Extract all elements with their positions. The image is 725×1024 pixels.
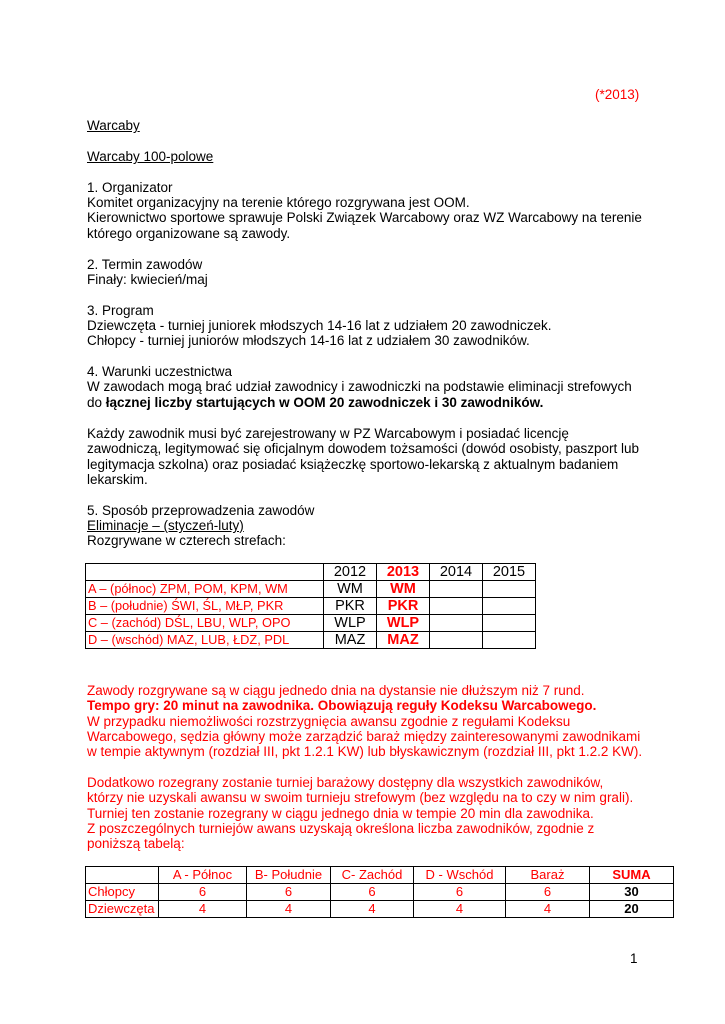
sum-cell: 30 — [590, 884, 674, 901]
red-text-line: w tempie aktywnym (rozdział III, pkt 1.2.1 KW) lub błyskawicznym (rozdział III, pkt 1.2.2 KW). — [87, 744, 643, 759]
eliminations-label: Eliminacje – (styczeń-luty) — [87, 518, 244, 533]
table-cell: 4 — [247, 901, 331, 918]
red-text-line: Zawody rozgrywane są w ciągu jednedo dnia na dystansie nie dłuższym niż 7 rund. — [87, 683, 585, 698]
sum-cell: 20 — [590, 901, 674, 918]
table-cell — [430, 581, 483, 598]
table-row — [86, 632, 536, 649]
page-number: 1 — [630, 951, 638, 966]
table-cell: PKR — [377, 598, 430, 615]
column-header: Baraż — [506, 867, 590, 884]
advancement-table — [85, 866, 674, 918]
zone-label: D – (wschód) MAZ, LUB, ŁDZ, PDL — [86, 632, 324, 649]
table-row — [86, 901, 674, 918]
table-cell — [86, 867, 159, 884]
zone-label: C – (zachód) DŚL, LBU, WLP, OPO — [86, 615, 324, 632]
section1-heading: 1. Organizator — [87, 180, 173, 195]
section4-line — [87, 395, 543, 411]
table-cell: MAZ — [324, 632, 377, 649]
red-text-line: Warcabowego, sędzia główny może zarządzić baraż między zainteresowanymi zawodnikami — [87, 729, 641, 744]
section4-para-line: zawodniczą, legitymować się oficjalnym dowodem tożsamości (dowód osobisty, paszport lub — [87, 441, 639, 456]
title: Warcaby — [87, 118, 140, 133]
year-header: 2015 — [483, 564, 536, 581]
section1-line: którego organizowane są zawody. — [87, 226, 291, 241]
zones-table — [85, 563, 536, 649]
table-row — [86, 884, 674, 901]
column-header: B- Południe — [247, 867, 331, 884]
zone-label: B – (południe) ŚWI, ŚL, MŁP, PKR — [86, 598, 324, 615]
year-header: 2014 — [430, 564, 483, 581]
table-header-row — [86, 564, 536, 581]
table-cell: 6 — [414, 884, 506, 901]
table-cell: 6 — [331, 884, 414, 901]
red-text-line: poniższą tabelą: — [87, 836, 185, 851]
row-label: Dziewczęta — [86, 901, 159, 918]
table-cell: 6 — [159, 884, 247, 901]
table-cell: 6 — [506, 884, 590, 901]
section2-line: Finały: kwiecień/maj — [87, 272, 208, 287]
red-text-line: którzy nie uzyskali awansu w swoim turnieju strefowym (bez względu na to czy w nim grali). — [87, 790, 634, 805]
table-row — [86, 615, 536, 632]
column-header: D - Wschód — [414, 867, 506, 884]
table-row — [86, 598, 536, 615]
section4-bold: łącznej liczby startujących w OOM 20 zawodniczek i 30 zawodników. — [105, 395, 544, 410]
year-note: (*2013) — [595, 87, 640, 102]
column-header: C- Zachód — [331, 867, 414, 884]
table-cell: WM — [377, 581, 430, 598]
section2-heading: 2. Termin zawodów — [87, 257, 203, 272]
red-text-line: W przypadku niemożliwości rozstrzygnięcia awansu zgodnie z regułami Kodeksu — [87, 714, 571, 729]
table-cell: 4 — [331, 901, 414, 918]
column-header: A - Północ — [159, 867, 247, 884]
table-cell: WLP — [324, 615, 377, 632]
table-cell: WLP — [377, 615, 430, 632]
section4-heading: 4. Warunki uczestnictwa — [87, 364, 233, 379]
section3-line: Dziewczęta - turniej juniorek młodszych 14-16 lat z udziałem 20 zawodniczek. — [87, 318, 552, 333]
column-header: SUMA — [590, 867, 674, 884]
red-text-line: Z poszczególnych turniejów awans uzyskają określona liczba zawodników, zgodnie z — [87, 821, 595, 836]
section4-line: W zawodach mogą brać udział zawodnicy i zawodniczki na podstawie eliminacji strefowych — [87, 379, 632, 394]
table-cell — [483, 632, 536, 649]
section4-prefix: do — [87, 395, 106, 410]
section1-line: Kierownictwo sportowe sprawuje Polski Związek Warcabowy oraz WZ Warcabowy na terenie — [87, 210, 642, 225]
red-bold-line: Tempo gry: 20 minut na zawodnika. Obowiązują reguły Kodeksu Warcabowego. — [87, 698, 597, 713]
section3-heading: 3. Program — [87, 303, 154, 318]
table-cell: 6 — [247, 884, 331, 901]
year-header: 2012 — [324, 564, 377, 581]
row-label: Chłopcy — [86, 884, 159, 901]
table-cell: 4 — [414, 901, 506, 918]
table-cell — [483, 581, 536, 598]
table-cell: PKR — [324, 598, 377, 615]
table-cell — [483, 598, 536, 615]
section4-para-line: Każdy zawodnik musi być zarejestrowany w PZ Warcabowym i posiadać licencję — [87, 426, 569, 441]
red-text-line: Turniej ten zostanie rozegrany w ciągu jednego dnia w tempie 20 min dla zawodnika. — [87, 806, 594, 821]
section4-para-line: lekarskim. — [87, 472, 148, 487]
zone-label: A – (północ) ZPM, POM, KPM, WM — [86, 581, 324, 598]
zones-intro: Rozgrywane w czterech strefach: — [87, 533, 286, 548]
red-text-line: Dodatkowo rozegrany zostanie turniej barażowy dostępny dla wszystkich zawodników, — [87, 775, 604, 790]
table-cell: MAZ — [377, 632, 430, 649]
table-cell: 4 — [159, 901, 247, 918]
table-cell: WM — [324, 581, 377, 598]
section5-heading: 5. Sposób przeprowadzenia zawodów — [87, 503, 315, 518]
section4-para-line: legitymacja szkolna) oraz posiadać książeczkę sportowo-lekarską z aktualnym badaniem — [87, 457, 619, 472]
table-cell — [430, 598, 483, 615]
section3-line: Chłopcy - turniej juniorów młodszych 14-16 lat z udziałem 30 zawodników. — [87, 333, 530, 348]
table-header-row — [86, 867, 674, 884]
year-header: 2013 — [377, 564, 430, 581]
subtitle: Warcaby 100-polowe — [87, 149, 214, 164]
section1-line: Komitet organizacyjny na terenie którego rozgrywana jest OOM. — [87, 195, 470, 210]
table-cell: 4 — [506, 901, 590, 918]
table-cell — [430, 615, 483, 632]
table-row — [86, 581, 536, 598]
table-cell — [86, 564, 324, 581]
table-cell — [483, 615, 536, 632]
table-cell — [430, 632, 483, 649]
